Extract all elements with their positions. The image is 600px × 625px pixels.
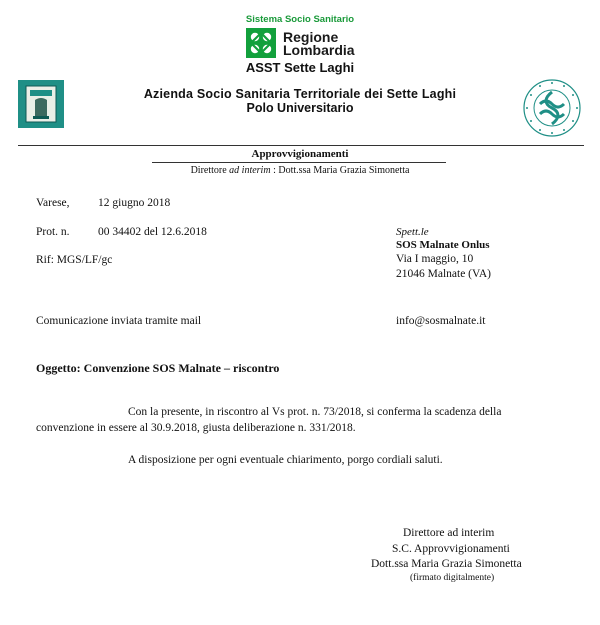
recipient-address-line2: 21046 Malnate (VA) bbox=[396, 268, 491, 280]
office-divider bbox=[152, 162, 446, 163]
body-paragraph1-line2: convenzione in essere al 30.9.2018, giusta deliberazione n. 331/2018. bbox=[36, 422, 356, 434]
brand-line2: Lombardia bbox=[283, 42, 355, 58]
brand-line1: Regione bbox=[283, 29, 339, 45]
signature-department: S.C. Approvvigionamenti bbox=[392, 543, 510, 555]
azienda-name: Azienda Socio Sanitaria Territoriale dei Sette Laghi bbox=[143, 87, 457, 101]
subject-line: Oggetto: Convenzione SOS Malnate – riscontro bbox=[36, 361, 280, 375]
body-paragraph1-line1: Con la presente, in riscontro al Vs prot. n. 73/2018, si conferma la scadenza della bbox=[128, 406, 502, 418]
prot-value: 00 34402 del 12.6.2018 bbox=[98, 226, 207, 238]
signature-name: Dott.ssa Maria Grazia Simonetta bbox=[371, 558, 522, 570]
director-interim: ad interim bbox=[229, 165, 271, 176]
regione-lombardia-logo-icon bbox=[246, 28, 276, 58]
body-paragraph2: A disposizione per ogni eventuale chiarimento, porgo cordiali saluti. bbox=[128, 454, 443, 466]
asst-name: ASST Sette Laghi bbox=[245, 60, 355, 75]
director-line bbox=[0, 165, 600, 176]
signature-note: (firmato digitalmente) bbox=[410, 573, 495, 583]
director-suffix: : Dott.ssa Maria Grazia Simonetta bbox=[270, 165, 410, 176]
azienda-subtitle: Polo Universitario bbox=[246, 101, 354, 115]
recipient-name: SOS Malnate Onlus bbox=[396, 239, 490, 251]
prot-label: Prot. n. bbox=[36, 226, 70, 238]
recipient-salutation: Spett.le bbox=[396, 226, 429, 238]
communication-note: Comunicazione inviata tramite mail bbox=[36, 315, 202, 327]
city-label: Varese, bbox=[36, 197, 70, 209]
director-prefix: Direttore bbox=[190, 165, 230, 176]
system-label: Sistema Socio Sanitario bbox=[245, 14, 355, 25]
rif-reference: Rif: MGS/LF/gc bbox=[36, 254, 113, 266]
signature-role: Direttore ad interim bbox=[403, 527, 495, 539]
recipient-address-line1: Via I maggio, 10 bbox=[396, 253, 474, 265]
recipient-email: info@sosmalnate.it bbox=[396, 315, 486, 327]
letter-date: 12 giugno 2018 bbox=[98, 197, 171, 209]
office-title: Approvvigionamenti bbox=[251, 148, 349, 160]
header-divider bbox=[18, 145, 584, 146]
